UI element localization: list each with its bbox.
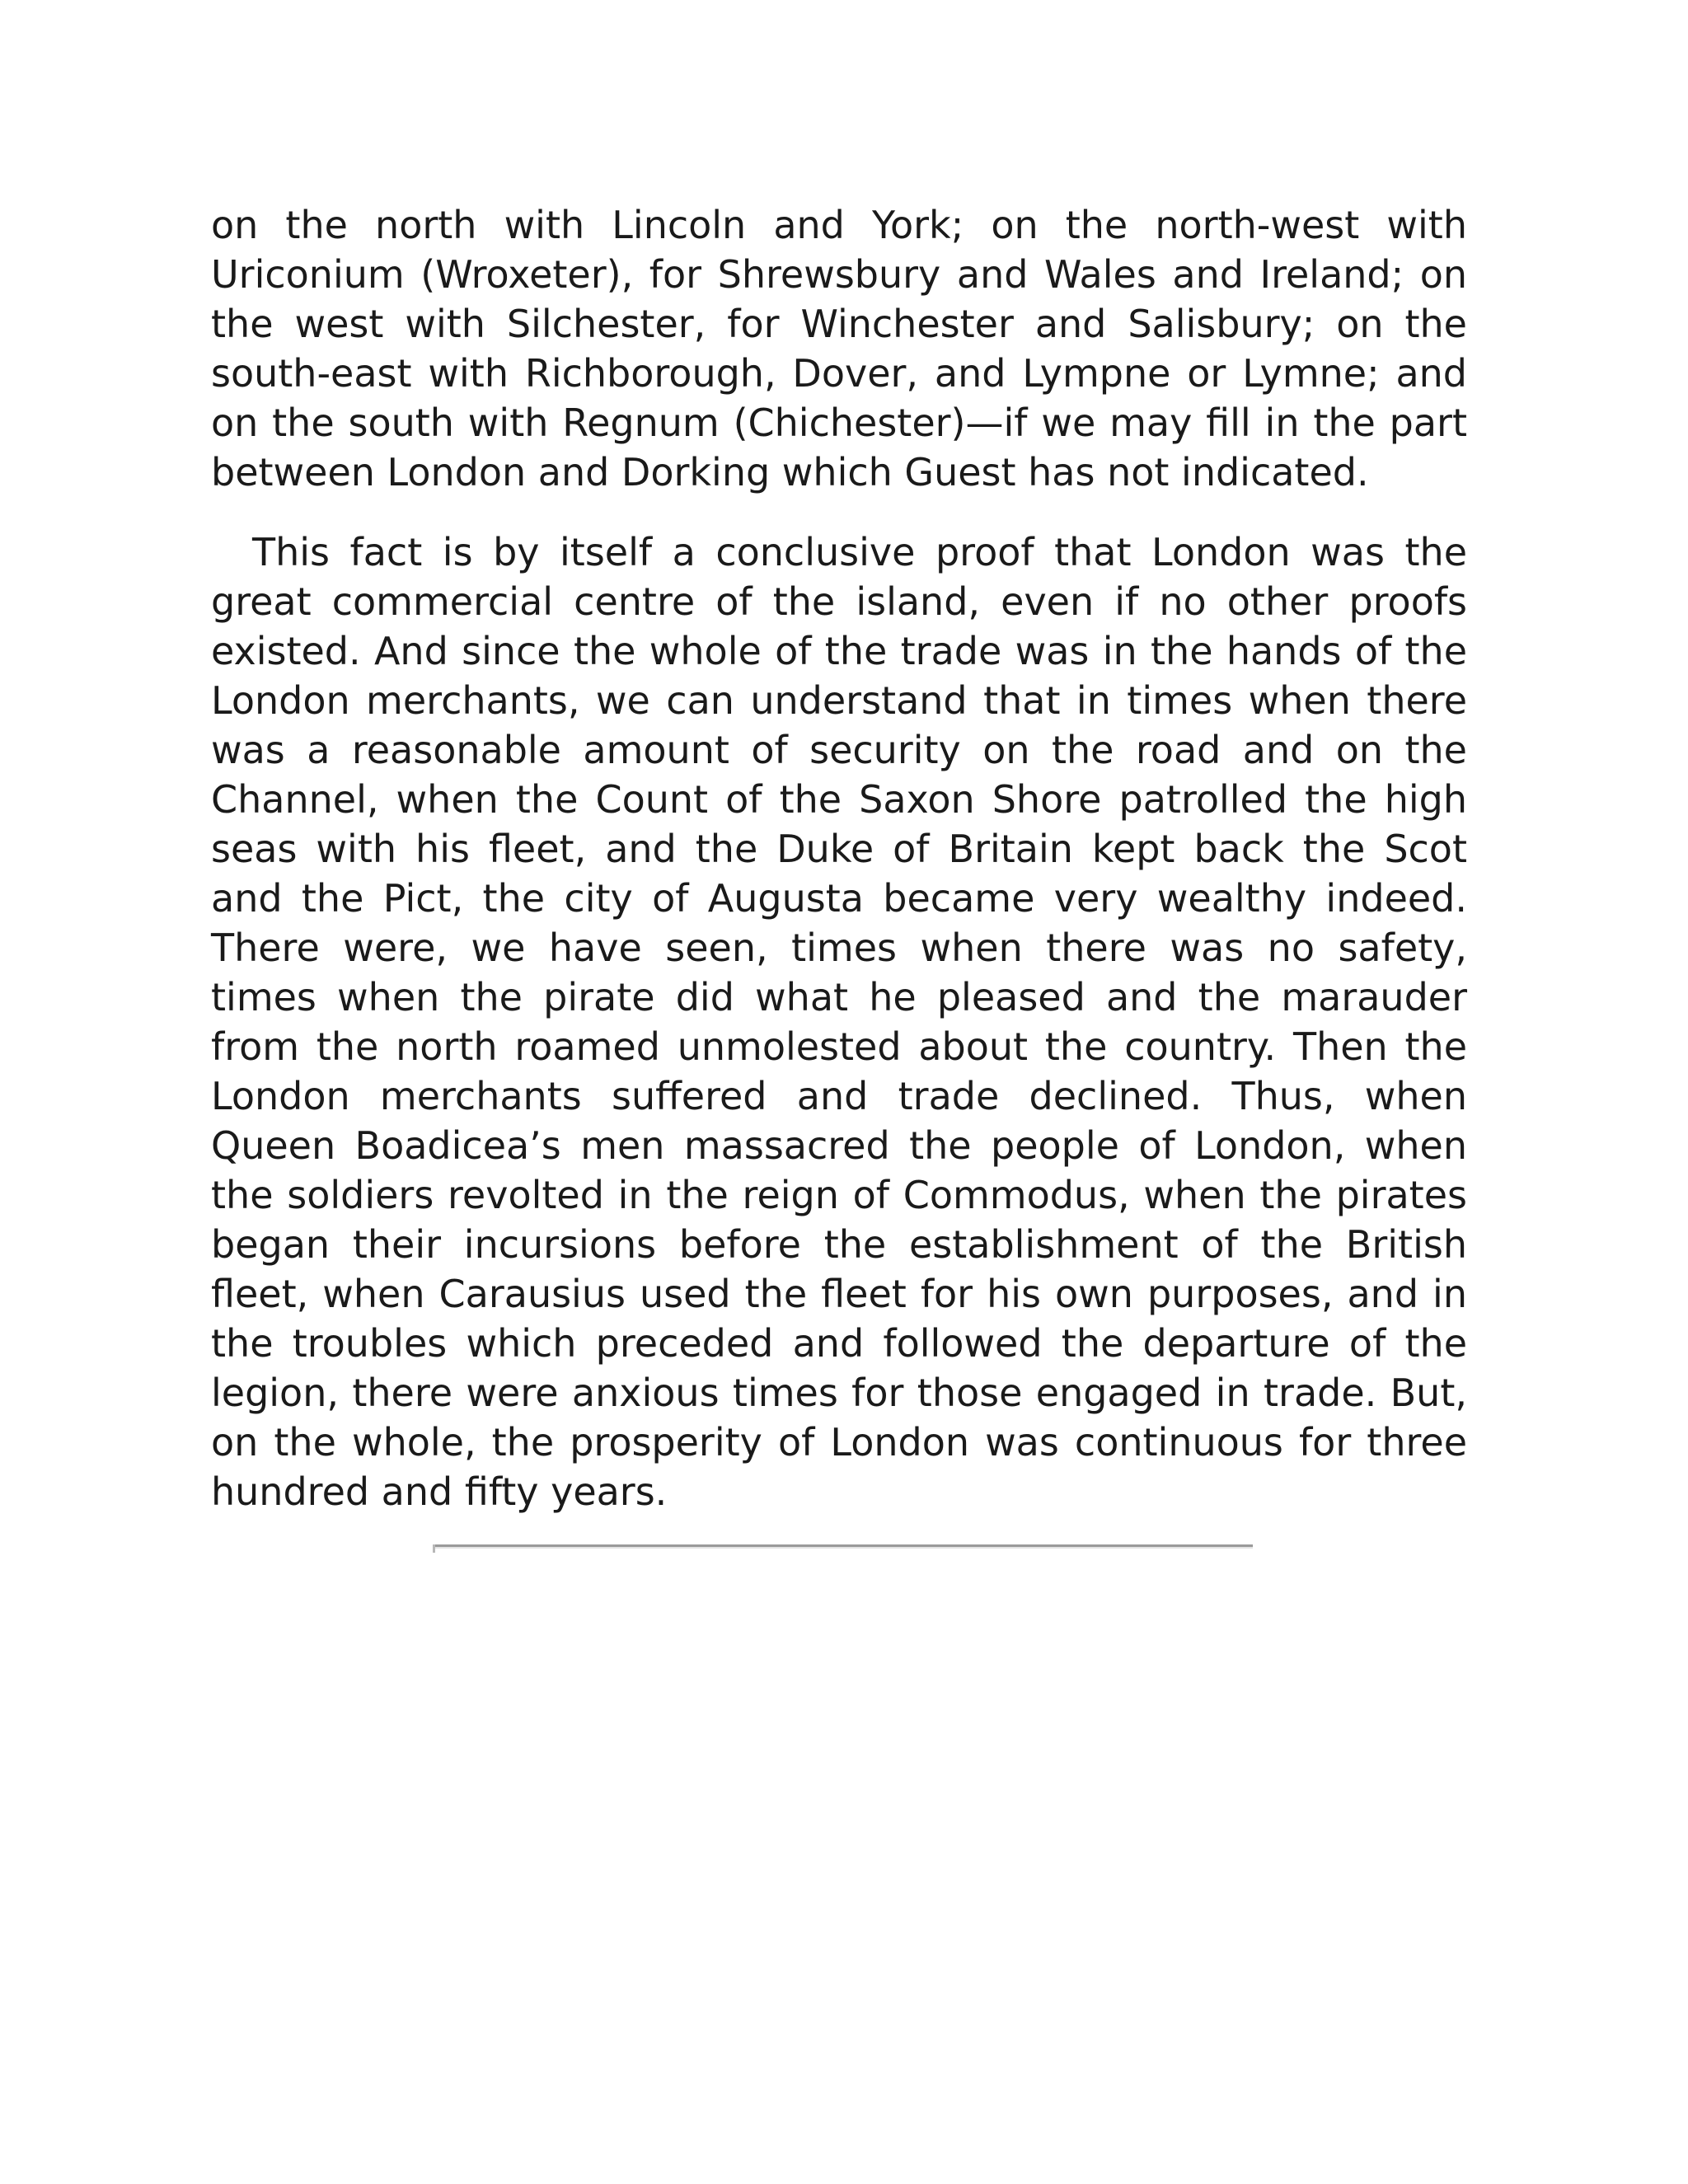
horizontal-rule-edge: [433, 1544, 435, 1553]
horizontal-rule: [433, 1544, 1253, 1549]
body-text: [211, 200, 1467, 1516]
paragraph-continued: on the north with Lincoln and York; on the north-west with Uriconium (Wroxeter), for Shrewsbury and Wales and Ireland; on the west with Silchester, for Winchester and Salisbury; on the south-east with Richborough, Dover, and Lympne or Lymne; and on the south with Regnum (Chichester)—if we may fill in the part between London and Dorking which Guest has not indicated.: [211, 203, 1467, 494]
paragraph: This fact is by itself a conclusive proof that London was the great commercial centre of the island, even if no other proofs existed. And since the whole of the trade was in the hands of the London merchants, we can understand that in times when there was a reasonable amount of security on the road and on the Channel, when the Count of the Saxon Shore patrolled the high seas with his fleet, and the Duke of Britain kept back the Scot and the Pict, the city of Augusta became very wealthy indeed. There were, we have seen, times when there was no safety, times when the pirate did what he pleased and the marauder from the north roamed unmolested about the country. Then the London merchants suffered and trade declined. Thus, when Queen Boadicea’s men massacred the people of London, when the soldiers revolted in the reign of Commodus, when the pirates began their incursions before the establishment of the British fleet, when Carausius used the fleet for his own purposes, and in the troubles which preceded and followed the departure of the legion, there were anxious times for those engaged in trade. But, on the whole, the prosperity of London was continuous for three hundred and fifty years.: [211, 530, 1467, 1514]
